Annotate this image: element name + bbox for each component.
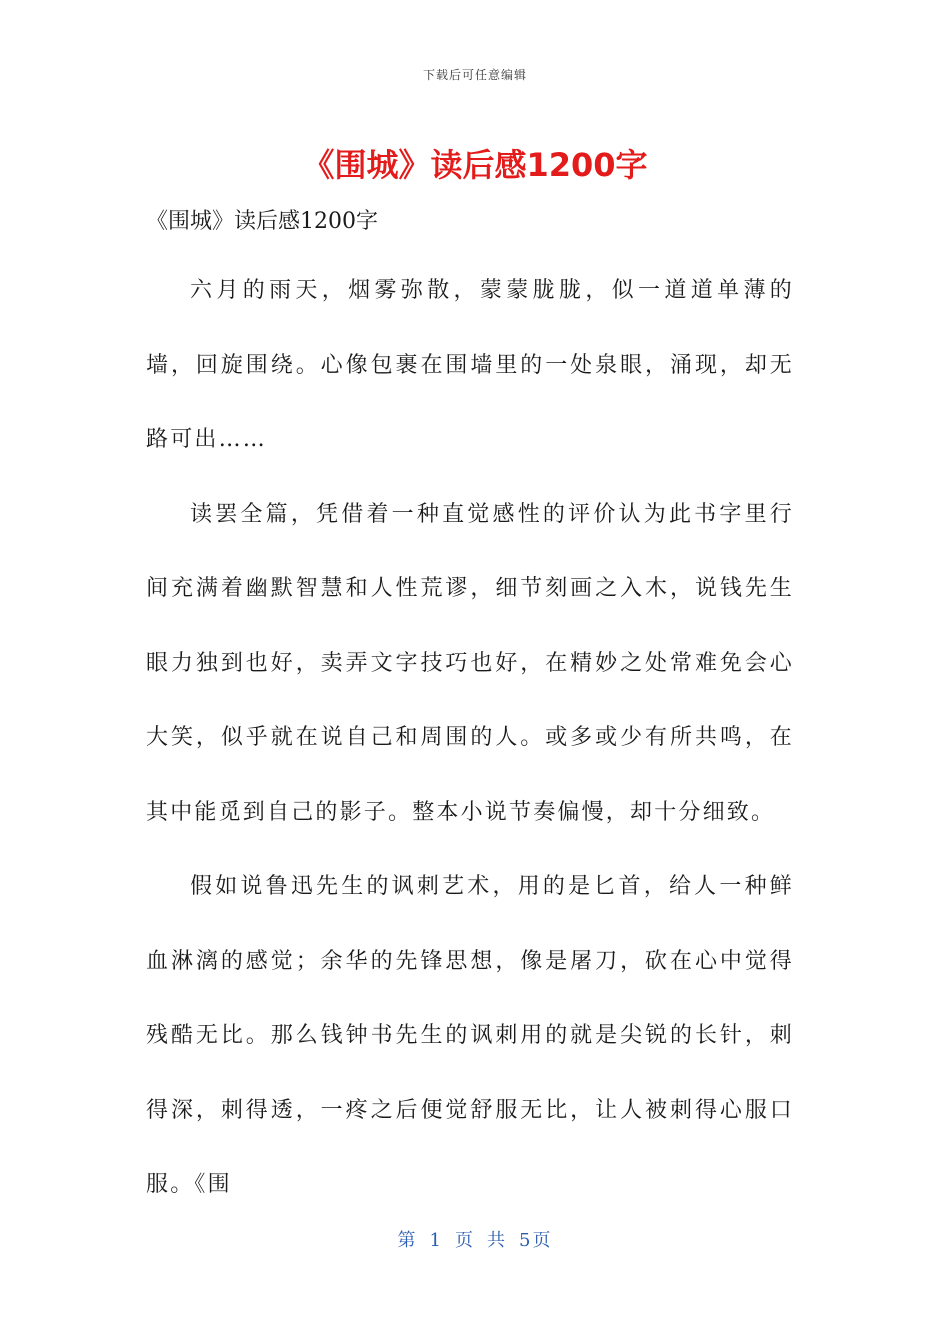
paragraph: 六月的雨天，烟雾弥散，蒙蒙胧胧，似一道道单薄的墙，回旋围绕。心像包裹在围墙里的一处泉眼，涌现，却无路可出…… <box>146 278 794 452</box>
page-prefix: 第 <box>397 1230 418 1251</box>
document-subtitle: 《围城》读后感1200字 <box>146 209 378 234</box>
document-title: 《围城》读后感1200字 <box>302 146 648 184</box>
page-mid: 页 <box>455 1230 475 1251</box>
current-page-number: 1 <box>429 1230 443 1251</box>
page-footer <box>0 1226 950 1252</box>
total-pages: 5页 <box>519 1230 553 1251</box>
paragraph: 读罢全篇，凭借着一种直觉感性的评价认为此书字里行间充满着幽默智慧和人性荒谬，细节刻画之入木，说钱先生眼力独到也好，卖弄文字技巧也好，在精妙之处常难免会心大笑，似乎就在说自己和周围的人。或多或少有所共鸣，在其中能觅到自己的影子。整本小说节奏偏慢，却十分细致。 <box>146 501 794 825</box>
document-body <box>146 254 794 1223</box>
paragraph: 假如说鲁迅先生的讽刺艺术，用的是匕首，给人一种鲜血淋漓的感觉；余华的先锋思想，像是屠刀，砍在心中觉得残酷无比。那么钱钟书先生的讽刺用的就是尖锐的长针，刺得深，刺得透，一疼之后便觉舒服无比，让人被刺得心服口服。《围 <box>146 874 794 1197</box>
header-note: 下载后可任意编辑 <box>422 68 527 82</box>
total-prefix: 共 <box>487 1230 507 1251</box>
